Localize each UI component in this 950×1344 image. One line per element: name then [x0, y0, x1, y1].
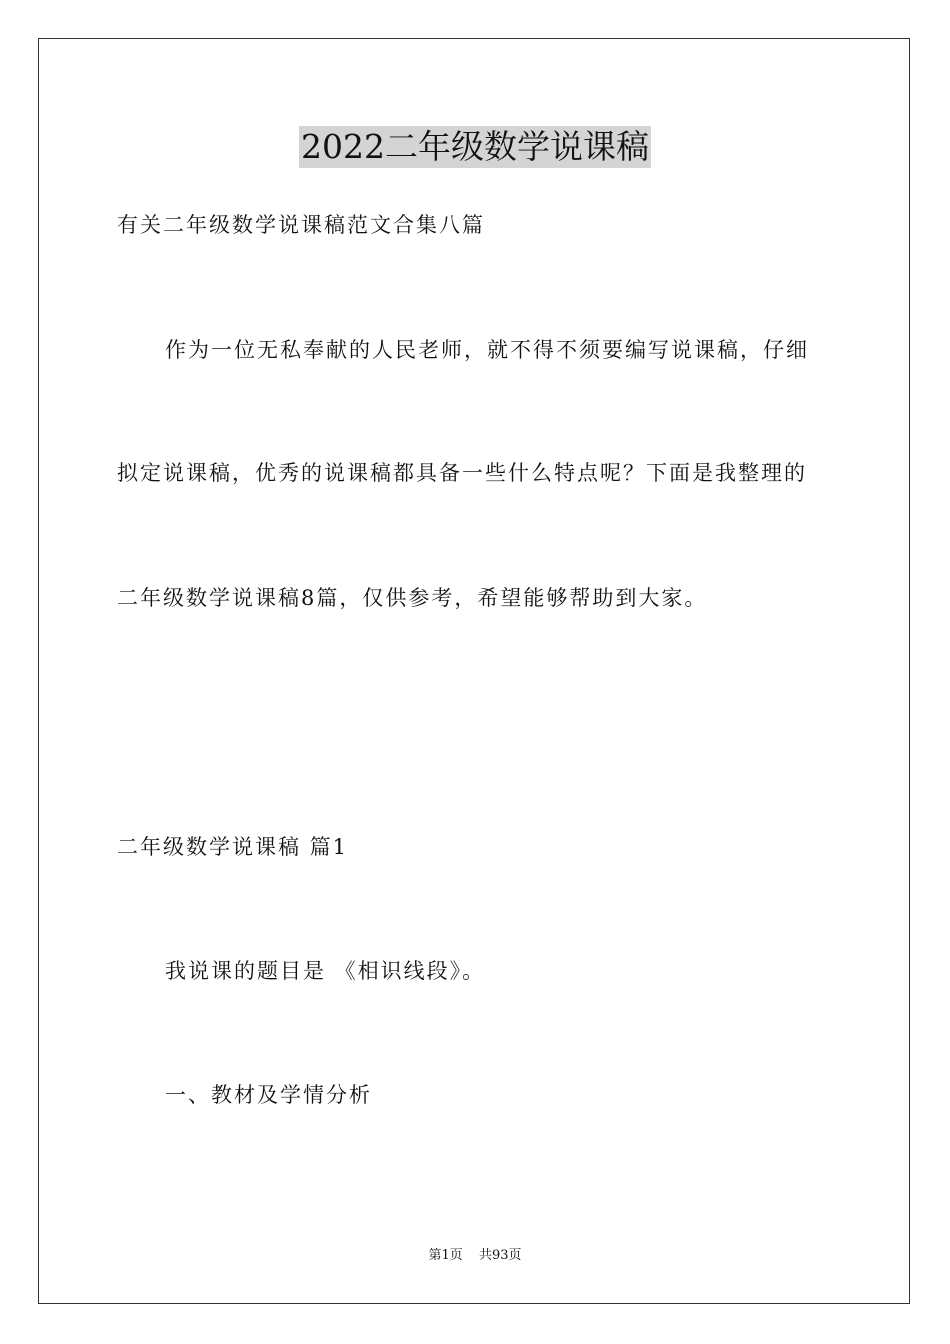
- page-footer: [0, 1247, 950, 1265]
- title-wrapper: [0, 126, 950, 168]
- subtitle-line: 有关二年级数学说课稿范文合集八篇: [117, 213, 485, 237]
- page-number-label: 第1页: [428, 1248, 463, 1263]
- paragraph-line-2: 拟定说课稿，优秀的说课稿都具备一些什么特点呢？下面是我整理的: [117, 461, 807, 485]
- paragraph-line-3: 二年级数学说课稿8篇，仅供参考，希望能够帮助到大家。: [117, 586, 708, 610]
- paragraph-topic: 我说课的题目是 《相识线段》。: [165, 959, 486, 983]
- subsection-heading: 一、教材及学情分析: [165, 1083, 372, 1107]
- document-title: 2022二年级数学说课稿: [301, 127, 649, 166]
- paragraph-line-1: 作为一位无私奉献的人民老师，就不得不须要编写说课稿，仔细: [165, 338, 809, 362]
- page-total-label: 共93页: [478, 1248, 522, 1263]
- section-heading: 二年级数学说课稿 篇1: [117, 835, 349, 859]
